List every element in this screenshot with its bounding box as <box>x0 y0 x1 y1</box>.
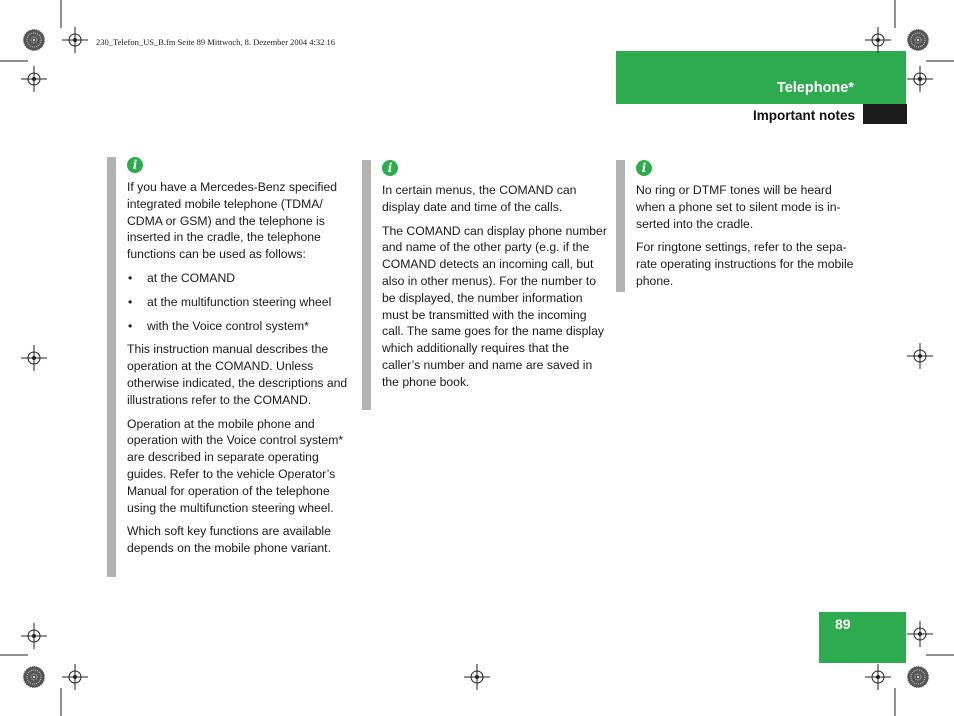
crosshair-mark <box>62 27 88 53</box>
note-paragraph: No ring or DTMF tones will be heard when a phone set to silent mode is in- serted into the cradle. <box>636 183 841 231</box>
starburst-mark <box>23 29 45 51</box>
crosshair-mark <box>21 66 47 92</box>
note-paragraph: This instruction manual describes the operation at the COMAND. Unless otherwise indicated, the descriptions and illustrations refer to the COMAND. <box>127 342 348 407</box>
crosshair-mark <box>907 66 933 92</box>
starburst-mark <box>23 666 45 688</box>
note-paragraph: If you have a Mercedes-Benz specified integrated mobile telephone (TDMA/ CDMA or GSM) and the telephone is inserted in the cradle, the telephone functions can be used as follows: <box>127 180 338 262</box>
info-icon: i <box>127 157 143 173</box>
info-icon: i <box>636 160 652 176</box>
crosshair-mark <box>21 623 47 649</box>
print-slug: 230_Telefon_US_B.fm Seite 89 Mittwoch, 8. Dezember 2004 4:32 16 <box>96 37 336 47</box>
crosshair-mark <box>907 621 933 647</box>
info-icon: i <box>382 160 398 176</box>
chapter-title: Telephone* <box>776 80 854 96</box>
crosshair-mark <box>865 664 891 690</box>
crosshair-mark <box>865 27 891 53</box>
starburst-mark <box>907 666 929 688</box>
page-number: 89 <box>835 616 851 632</box>
crosshair-mark <box>21 345 47 371</box>
list-item: • at the COMAND <box>127 270 352 287</box>
note-paragraph: In certain menus, the COMAND can display date and time of the calls. <box>382 183 577 214</box>
crosshair-mark <box>907 343 933 369</box>
section-title: Important notes <box>752 108 855 123</box>
crosshair-mark <box>464 664 490 690</box>
list-item: • at the multifunction steering wheel <box>127 294 352 311</box>
crosshair-mark <box>62 664 88 690</box>
note-paragraph: For ringtone settings, refer to the sepa- rate operating instructions for the mobile phone. <box>636 240 854 288</box>
starburst-mark <box>907 29 929 51</box>
note-paragraph: Operation at the mobile phone and operation with the Voice control system* are described in separate operating guides. Refer to the vehicle Operator’s Manual for operation of the telephone using the multifunction steering wheel. <box>127 416 344 515</box>
list-item: • with the Voice control system* <box>127 318 352 335</box>
note-paragraph: Which soft key functions are available depends on the mobile phone variant. <box>127 524 331 556</box>
note-paragraph: The COMAND can display phone number and name of the other party (e.g. if the COMAND detects an incoming call, but also in other menus). For the number to be displayed, the number information must be transmitted with the incoming call. The same goes for the name display which additionally requires that the caller’s number and name are saved in the phone book. <box>382 223 607 389</box>
